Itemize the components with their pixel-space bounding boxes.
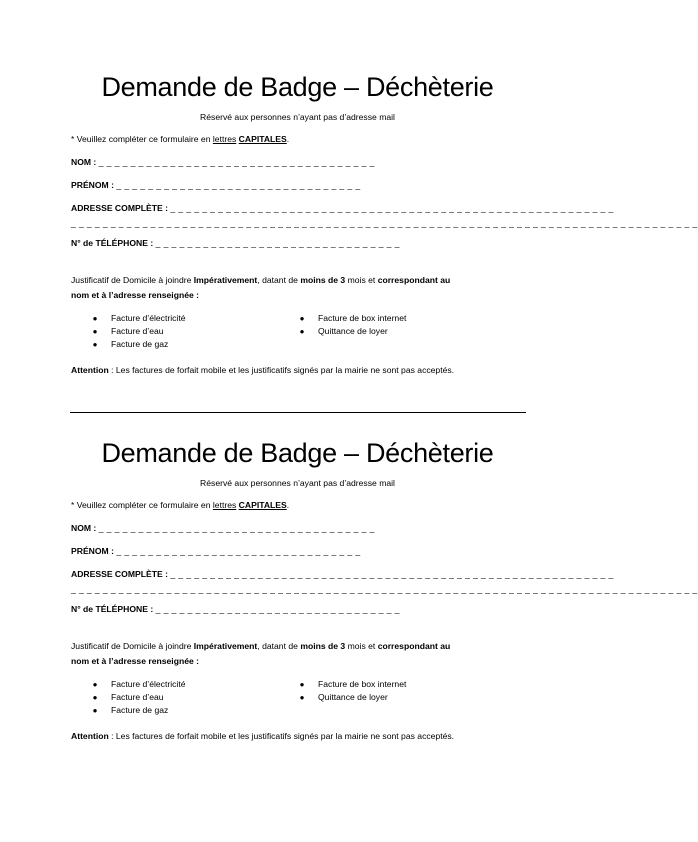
bullet-icon: ● [299, 680, 305, 689]
telephone-field[interactable] [71, 238, 400, 248]
telephone-input-line[interactable]: _ _ _ _ _ _ _ _ _ _ _ _ _ _ _ _ _ _ _ _ _ _ _ _ _ _ _ _ _ _ _ [155, 238, 400, 248]
attention-note: Attention : Les factures de forfait mobile et les justificatifs signés par la mairie ne sont pas acceptés. [71, 731, 455, 741]
adresse-label: ADRESSE COMPLÈTE : [71, 203, 168, 213]
justificatif-text-line2: nom et à l’adresse renseignée : [71, 656, 200, 666]
bullet-icon: ● [92, 314, 98, 323]
form-section-2: Demande de Badge – Déchèterie Réservé aux personnes n’ayant pas d’adresse mail * Veuillez compléter ce formulaire en lettres CAPITALES. NOM : _ _ _ _ _ _ _ _ _ _ _ _ _ _ _ _ _ _ _ _ _ _ _ _ _ _ _ _ _ _ _ _ _ _ _ PRÉNOM : _ _ _ _ _ _ _ _ _ _ _ _ _ _ _ _ _ _ _ _ _ _ _ _ _ _ _ _ _ _ _ ADRESSE COMPLÈTE : _ _ _ _ _ _ _ _ _ _ _ _ _ _ _ _ _ _ _ _ _ _ _ _ _ _ _ _ _ _ _ _ _ _ _ _ _ _ _ _ _ _ _ _ _ _ _ _ _ _ _ _ _ _ _ _ _ _ _ _ _ _ _ _ _ _ _ _ _ _ _ _ _ _ _ _ _ _ _ _ _ _ _ _ _ _ _ _ _ _ _ _ _ _ _ _ _ _ _ _ _ _ _ _ _ _ _ _ _ _ _ _ _ _ _ _ _ _ _ _ _ _ _ _ _ _ _ _ _ _ _ _ _ _ _ N° de TÉLÉPHONE : _ _ _ _ _ _ _ _ _ _ _ _ _ _ _ _ _ _ _ _ _ _ _ _ _ _ _ _ _ _ _ Justificatif de Domicile à joindre Impérativement, datant de moins de 3 mois et correspondant au nom et à l’adresse renseignée : ● Facture d’électricité ● Facture d’eau ● Facture de gaz ● Facture de box internet ● Quittance de loyer Attention : Les factures de forfait mobile et les justificatifs signés par la mairie ne sont pas acceptés. [0, 366, 595, 746]
bullet-icon: ● [299, 327, 305, 336]
nom-input-line[interactable]: _ _ _ _ _ _ _ _ _ _ _ _ _ _ _ _ _ _ _ _ _ _ _ _ _ _ _ _ _ _ _ _ _ _ _ [98, 523, 375, 533]
form-subtitle: Réservé aux personnes n’ayant pas d’adresse mail [200, 112, 395, 122]
adresse-input-line-2[interactable]: _ _ _ _ _ _ _ _ _ _ _ _ _ _ _ _ _ _ _ _ _ _ _ _ _ _ _ _ _ _ _ _ _ _ _ _ _ _ _ _ _ _ _ _ _ _ _ _ _ _ _ _ _ _ _ _ _ _ _ _ _ _ _ _ _ _ _ _ _ _ _ _ _ _ _ _ _ _ _ [71, 584, 698, 594]
bullet-icon: ● [299, 693, 305, 702]
form-title: Demande de Badge – Déchèterie [101, 438, 494, 468]
nom-input-line[interactable]: _ _ _ _ _ _ _ _ _ _ _ _ _ _ _ _ _ _ _ _ _ _ _ _ _ _ _ _ _ _ _ _ _ _ _ [98, 157, 375, 167]
telephone-label: N° de TÉLÉPHONE : [71, 604, 154, 614]
adresse-field[interactable] [71, 203, 614, 213]
nom-field[interactable] [71, 523, 375, 533]
instruction: * Veuillez compléter ce formulaire en lettres CAPITALES. [71, 500, 290, 510]
form-section-1: Demande de Badge – Déchèterie Réservé aux personnes n’ayant pas d’adresse mail * Veuillez compléter ce formulaire en lettres CAPITALES. NOM : _ _ _ _ _ _ _ _ _ _ _ _ _ _ _ _ _ _ _ _ _ _ _ _ _ _ _ _ _ _ _ _ _ _ _ PRÉNOM : _ _ _ _ _ _ _ _ _ _ _ _ _ _ _ _ _ _ _ _ _ _ _ _ _ _ _ _ _ _ _ ADRESSE COMPLÈTE : _ _ _ _ _ _ _ _ _ _ _ _ _ _ _ _ _ _ _ _ _ _ _ _ _ _ _ _ _ _ _ _ _ _ _ _ _ _ _ _ _ _ _ _ _ _ _ _ _ _ _ _ _ _ _ _ _ _ _ _ _ _ _ _ _ _ _ _ _ _ _ _ _ _ _ _ _ _ _ _ _ _ _ _ _ _ _ _ _ _ _ _ _ _ _ _ _ _ _ _ _ _ _ _ _ _ _ _ _ _ _ _ _ _ _ _ _ _ _ _ _ _ _ _ _ _ _ _ _ _ _ _ _ _ _ N° de TÉLÉPHONE : _ _ _ _ _ _ _ _ _ _ _ _ _ _ _ _ _ _ _ _ _ _ _ _ _ _ _ _ _ _ _ Justificatif de Domicile à joindre Impérativement, datant de moins de 3 mois et correspondant au nom et à l’adresse renseignée : ● Facture d’électricité ● Facture d’eau ● Facture de gaz ● Facture de box internet ● Quittance de loyer Attention : Les factures de forfait mobile et les justificatifs signés par la mairie ne sont pas acceptés. [0, 0, 595, 380]
nom-field[interactable] [71, 157, 375, 167]
adresse-field[interactable] [71, 569, 614, 579]
form-subtitle: Réservé aux personnes n’ayant pas d’adresse mail [200, 478, 395, 488]
form-title: Demande de Badge – Déchèterie [101, 72, 494, 102]
prenom-input-line[interactable]: _ _ _ _ _ _ _ _ _ _ _ _ _ _ _ _ _ _ _ _ _ _ _ _ _ _ _ _ _ _ _ [116, 180, 361, 190]
telephone-label: N° de TÉLÉPHONE : [71, 238, 154, 248]
prenom-label: PRÉNOM : [71, 180, 114, 190]
adresse-label: ADRESSE COMPLÈTE : [71, 569, 168, 579]
prenom-field[interactable] [71, 546, 361, 556]
adresse-input-line-1[interactable]: _ _ _ _ _ _ _ _ _ _ _ _ _ _ _ _ _ _ _ _ _ _ _ _ _ _ _ _ _ _ _ _ _ _ _ _ _ _ _ _ _ _ _ _ _ _ _ _ _ _ _ _ _ _ _ _ [170, 203, 614, 213]
prenom-label: PRÉNOM : [71, 546, 114, 556]
bullet-icon: ● [92, 706, 98, 715]
telephone-input-line[interactable]: _ _ _ _ _ _ _ _ _ _ _ _ _ _ _ _ _ _ _ _ _ _ _ _ _ _ _ _ _ _ _ [155, 604, 400, 614]
bullet-icon: ● [92, 340, 98, 349]
telephone-field[interactable] [71, 604, 400, 614]
justificatif-text: Justificatif de Domicile à joindre Impérativement, datant de moins de 3 mois et correspondant au [71, 275, 451, 285]
nom-label: NOM : [71, 523, 97, 533]
prenom-input-line[interactable]: _ _ _ _ _ _ _ _ _ _ _ _ _ _ _ _ _ _ _ _ _ _ _ _ _ _ _ _ _ _ _ [116, 546, 361, 556]
bullet-icon: ● [92, 693, 98, 702]
bullet-icon: ● [92, 680, 98, 689]
adresse-input-line-1[interactable]: _ _ _ _ _ _ _ _ _ _ _ _ _ _ _ _ _ _ _ _ _ _ _ _ _ _ _ _ _ _ _ _ _ _ _ _ _ _ _ _ _ _ _ _ _ _ _ _ _ _ _ _ _ _ _ _ [170, 569, 614, 579]
bullet-icon: ● [92, 327, 98, 336]
adresse-input-line-2[interactable]: _ _ _ _ _ _ _ _ _ _ _ _ _ _ _ _ _ _ _ _ _ _ _ _ _ _ _ _ _ _ _ _ _ _ _ _ _ _ _ _ _ _ _ _ _ _ _ _ _ _ _ _ _ _ _ _ _ _ _ _ _ _ _ _ _ _ _ _ _ _ _ _ _ _ _ _ _ _ _ [71, 218, 698, 228]
instruction: * Veuillez compléter ce formulaire en lettres CAPITALES. [71, 134, 290, 144]
justificatif-text: Justificatif de Domicile à joindre Impérativement, datant de moins de 3 mois et correspondant au [71, 641, 451, 651]
bullet-icon: ● [299, 314, 305, 323]
attention-note: Attention : Les factures de forfait mobile et les justificatifs signés par la mairie ne sont pas acceptés. [71, 365, 455, 375]
nom-label: NOM : [71, 157, 97, 167]
prenom-field[interactable] [71, 180, 361, 190]
justificatif-text-line2: nom et à l’adresse renseignée : [71, 290, 200, 300]
